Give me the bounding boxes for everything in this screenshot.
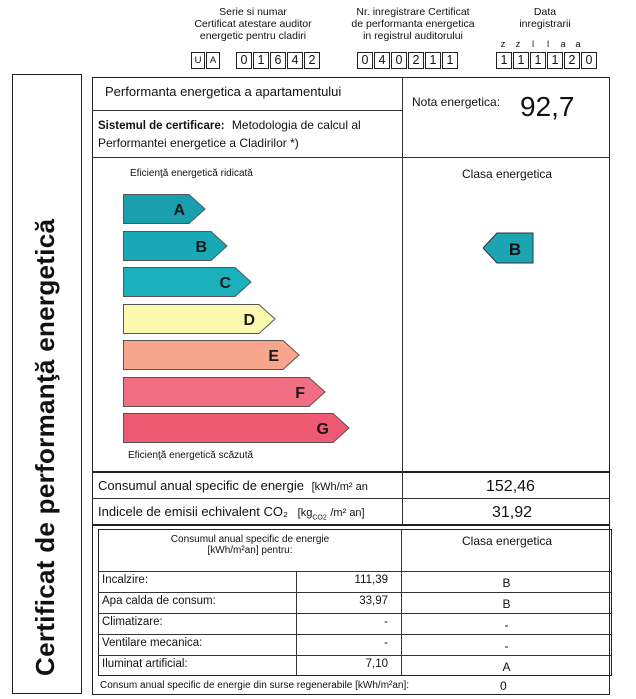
date-format-letters: z z l l a a — [500, 39, 581, 50]
breakdown-row-class: - — [504, 618, 509, 632]
energy-class-arrow-f — [123, 377, 329, 409]
serie-letters — [191, 52, 220, 69]
breakdown-row-class: B — [502, 576, 511, 590]
svg-text:F: F — [295, 384, 305, 402]
breakdown-row-value: - — [384, 637, 388, 649]
digit-box: 1 — [530, 52, 546, 69]
breakdown-row-value: 7,10 — [365, 658, 388, 670]
nota-value: 92,7 — [520, 91, 575, 122]
breakdown-row-name: Apa calda de consum: — [102, 595, 216, 607]
date-label: Data inregistrarii — [519, 6, 571, 30]
class-header: Clasa energetica — [462, 167, 553, 181]
svg-text:E: E — [268, 348, 279, 365]
breakdown-row-class: B — [502, 597, 511, 611]
current-class-indicator — [483, 232, 535, 264]
serie-letter-box: A — [206, 52, 220, 69]
svg-text:G: G — [316, 421, 329, 438]
digit-box: 1 — [547, 52, 563, 69]
regen-label: Consum anual specific de energie din surse regenerabile [kWh/m²an]: — [100, 680, 410, 691]
energy-class-arrow-a — [123, 194, 209, 226]
digit-box: 2 — [564, 52, 580, 69]
energy-class-arrow-g — [123, 413, 353, 445]
breakdown-row-class: - — [504, 639, 509, 653]
emisii-value: 31,92 — [492, 504, 533, 521]
svg-text:B: B — [508, 240, 522, 259]
svg-text:B: B — [195, 238, 207, 256]
digit-box: 2 — [408, 52, 424, 69]
emisii-label: Indicele de emisii echivalent CO₂ [$kg_{CO2}$ /m² an] — [98, 504, 365, 522]
registration-label: Nr. inregistrare Certificat de performanta energetica in registrul auditorului — [351, 6, 475, 42]
efficiency-low-label: Eficienţă energetică scăzută — [128, 450, 254, 461]
energy-class-arrow-d — [123, 304, 279, 336]
breakdown-header-class: Clasa energetica — [462, 534, 553, 548]
side-title: Certificat de performanţă energetică — [30, 218, 60, 676]
serie-digits — [236, 52, 320, 69]
breakdown-row-value: 111,39 — [354, 574, 388, 586]
breakdown-header-label: Consumul anual specific de energie [kWh/m²an] pentru: — [170, 534, 330, 556]
energy-class-arrow-c — [123, 267, 255, 299]
digit-box: 0 — [581, 52, 597, 69]
digit-box: 0 — [236, 52, 252, 69]
digit-box: 1 — [496, 52, 512, 69]
breakdown-row-value: - — [384, 616, 388, 628]
digit-box: 1 — [425, 52, 441, 69]
sistem-label: Sistemul de certificare: Metodologia de calcul al — [98, 118, 361, 132]
consum-value: 152,46 — [486, 478, 535, 495]
digit-box: 1 — [442, 52, 458, 69]
efficiency-high-label: Eficienţă energetică ridicată — [130, 168, 253, 179]
serie-label: Serie si numar Certificat atestare auditor energetic pentru cladiri — [194, 6, 312, 42]
digit-box: 1 — [513, 52, 529, 69]
main-title: Performanta energetica a apartamentului — [105, 84, 342, 99]
digit-box: 6 — [270, 52, 286, 69]
regen-value: 0 — [500, 679, 507, 693]
registration-digits — [357, 52, 458, 69]
svg-text:D: D — [243, 311, 255, 329]
breakdown-row-name: Climatizare: — [102, 616, 163, 628]
breakdown-row-name: Incalzire: — [102, 574, 149, 586]
digit-box: 0 — [391, 52, 407, 69]
breakdown-row-name: Iluminat artificial: — [102, 658, 188, 670]
energy-class-arrow-b — [123, 231, 231, 263]
energy-class-arrow-e — [123, 340, 303, 372]
digit-box: 4 — [287, 52, 303, 69]
sistem-value: Performantei energetice a Cladirilor *) — [98, 136, 299, 150]
svg-text:A: A — [173, 202, 185, 219]
breakdown-row-value: 33,97 — [359, 595, 388, 607]
breakdown-row-name: Ventilare mecanica: — [102, 637, 203, 649]
digit-box: 4 — [374, 52, 390, 69]
serie-letter-box: U — [191, 52, 205, 69]
digit-box: 2 — [304, 52, 320, 69]
svg-text:C: C — [219, 275, 231, 292]
date-digits — [496, 52, 597, 69]
consum-label: Consumul anual specific de energie [kWh/m² an — [98, 478, 368, 493]
nota-label: Nota energetica: — [412, 95, 501, 109]
digit-box: 1 — [253, 52, 269, 69]
breakdown-row-class: A — [502, 660, 511, 674]
digit-box: 0 — [357, 52, 373, 69]
